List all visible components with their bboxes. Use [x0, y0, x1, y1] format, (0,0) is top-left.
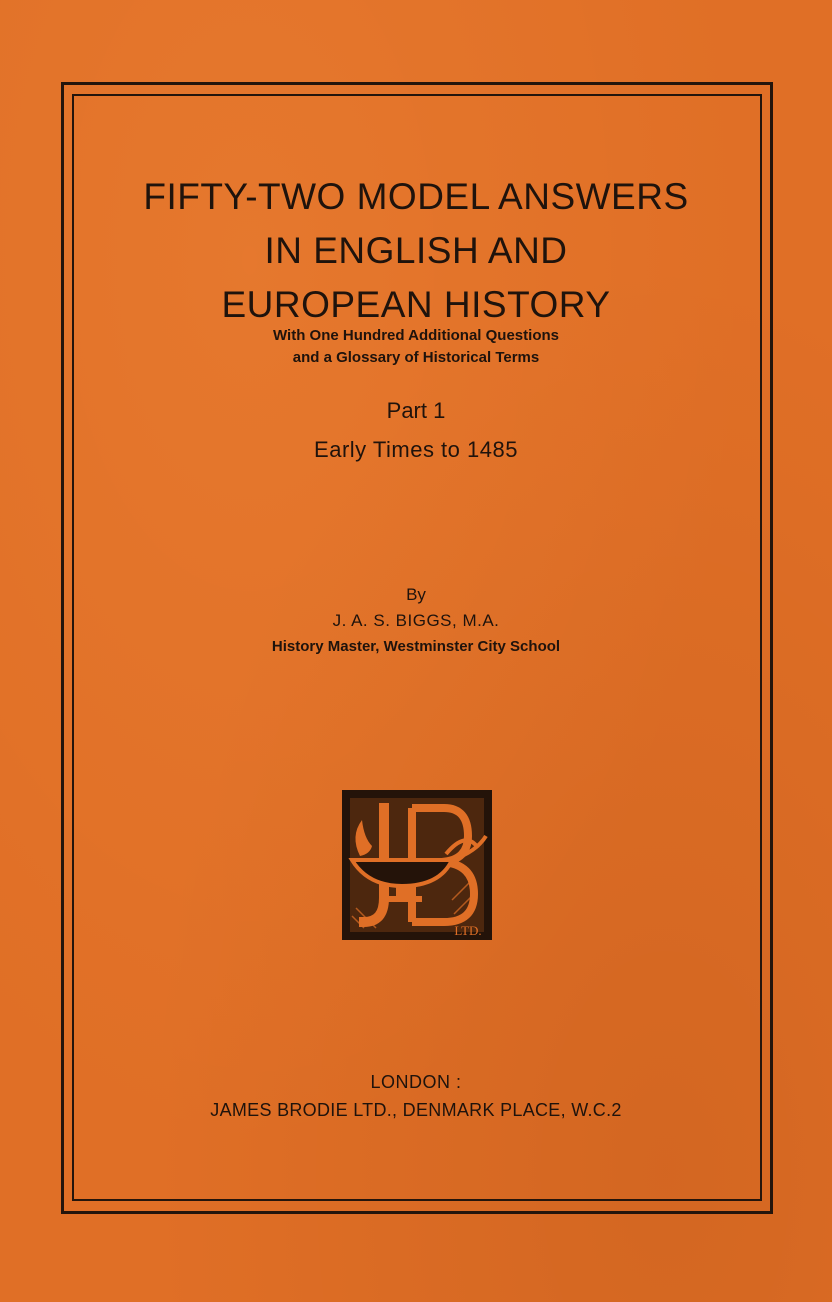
- lamp-monogram-icon: [342, 790, 492, 940]
- part-number: Part 1: [386, 398, 446, 423]
- logo-ltd-text: LTD.: [454, 923, 482, 938]
- author-role: History Master, Westminster City School: [271, 638, 561, 655]
- by-label: By: [406, 585, 426, 604]
- author-name: J. A. S. BIGGS, M.A.: [332, 611, 500, 630]
- publisher-name: JAMES BRODIE LTD., DENMARK PLACE, W.C.2: [210, 1100, 622, 1120]
- subtitle-line: and a Glossary of Historical Terms: [292, 349, 540, 366]
- title-line: EUROPEAN HISTORY: [221, 284, 611, 325]
- title-line: IN ENGLISH AND: [264, 230, 568, 271]
- book-title: [100, 170, 732, 332]
- title-line: FIFTY-TWO MODEL ANSWERS: [143, 176, 689, 217]
- period-range: Early Times to 1485: [314, 437, 518, 462]
- subtitle-line: With One Hundred Additional Questions: [273, 327, 559, 344]
- book-subtitle: [120, 325, 712, 369]
- publication-place: LONDON :: [370, 1072, 462, 1092]
- publisher-logo: [342, 790, 492, 940]
